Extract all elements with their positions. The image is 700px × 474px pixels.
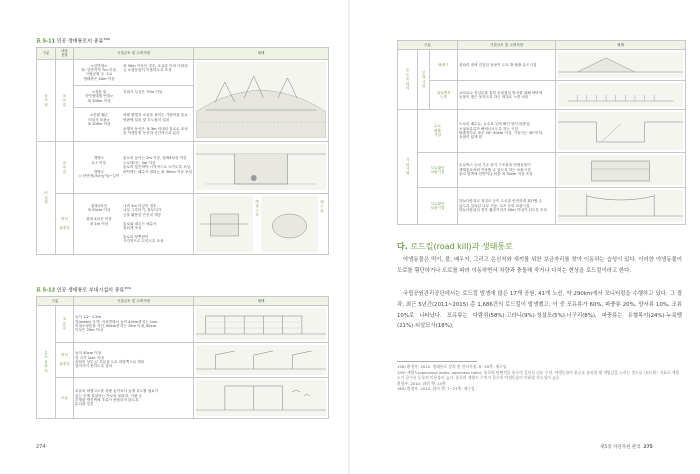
table3-row-escape: 탈출구 [430, 50, 458, 81]
table1-tunnel-illustration [194, 141, 329, 193]
table-cell: <경관 및 지역생태계 연결> 폭 100m 이상 지피식 토심은 70m 이상 [74, 85, 194, 107]
table2-sub-bird: 조류 [56, 378, 74, 419]
table3-row-crossing-2: 도로횡단 보완시설 [418, 188, 458, 225]
table2-sub-mammal: 포 유 류 [56, 306, 74, 343]
table2-caption: 표 5-12 인공 생태통로 부대시설의 종류$^{159)}$ [36, 286, 132, 294]
page-number-right: 275 [643, 445, 653, 450]
table1-culvert-illustration [194, 193, 329, 254]
section-paragraph-1: 야생동물은 먹이, 물, 배우자, 그리고 은신처와 새끼를 위한 보금자리를 찾아 이동하는 습성이 있다. 이러한 야생동물이 도로를 횡단하거나 도로를 따라 이동하면서 차량과 충돌해 죽거나 다치는 현상을 로드킬이라고 한다. [397, 257, 682, 274]
table3-header-form: 형태 [556, 41, 686, 50]
table1-header-animal: 대상 동물 [56, 48, 74, 60]
table3-sub-facility: 부 대 시 설 [418, 50, 430, 110]
table-cell: 울타리 내에 진입한 동물이 도로 밖 탈출 유도시설 [458, 50, 556, 81]
footnote-159b: 환경부. 2010. 위의 책. 14쪽. [397, 380, 447, 386]
table-cell: 도로의 배수로, 농수로 등에 빠진 양서·파충류, 소형포유류가 빠져나오도록 하는 시설 탈출경사로 폭은 20~30cm 이상, 기울기는 30°이하, 요철이 있게 함 [458, 110, 556, 153]
table2-header-notes: 시설규모 및 고려사항 [74, 297, 194, 306]
table-cell: 높이 40cm 이상 망 크기 1cm 이내 울타리 상부 끝 부분을 도로 바깥쪽으로 꺾어 넘어가지 못하도록 설치 [74, 343, 194, 378]
table2-fence-amphibian-illustration [194, 343, 329, 378]
table2-header-form: 형태 [194, 297, 329, 306]
table3-row-antientry: 침입방지 노면 [430, 81, 458, 110]
table2-sub-amphibian: 양서 파충류 [56, 343, 74, 378]
table-cell: 개방도 0.7 이상 개방도 = 단면적(폭×높이)÷길이 통로의 높이는 2m 이상, 평택4차선 이상 도로에서는 3m 이상 통로의 덮은바닥 시각적으로 트이도록 조성 바닥에는 배수가 잘되는 흙 30cm 이상 포설 [74, 141, 194, 193]
table1-group-tunnel: 터 널 형 [37, 141, 56, 254]
table3-header-category: 구분 [398, 41, 458, 50]
table2-fence-bird-illustration [194, 378, 329, 419]
table-cell: <산림 훼손 터널식 보완> 폭 100m 이상 차량 불빛과 소음을 줄이는 가림막을 통로 양편에 설치 및 부도불리 설치 보행자 동선은 폭 3m 이내의 통로로 조성 및 야생동물 동선과 공간적으로 분리 [74, 107, 194, 141]
table3-crossing1-illustration [556, 153, 686, 188]
table-cell: <일반형> 폭: 일반지역 7m 이상, 국립공원 등 주요 생태축은 30m 이상 폭 30m 이상인 경우, 포유류 이외 다람쥐 등 소형동물이 이용하도록 조성 [74, 59, 194, 85]
table3-group-other: 기 타 시 설 [398, 110, 418, 225]
footnote-159: 159) 개방도(openness index, openness ratio): 통로의 단면적을 통로의 길이로 나눈 수치. 야생동물이 통로를 통과할 때 개방감을 느끼는 정도를 나타내는 지표로 개방도가 클수록 동물의 이용률이 높다. 통로의 개방도 수치가 클수록 야생동물이 이용할 가능성이 높음 [397, 369, 680, 380]
table1 [36, 47, 329, 255]
section-heading: 다. 로드킬(road kill)과 생태통로 [397, 242, 513, 251]
table1-animal-mammal-tunnel: 포 유 류 [56, 141, 74, 193]
table1-animal-amphibian: 양서 파충류 [56, 193, 74, 254]
table1-sub-pipe: 배 수 관 [320, 199, 324, 213]
table-cell: 조류의 비행고도를 차량 높이보다 높게 유도할 필요가 있는 곳에 설치하는 가로막 울타리, 가림 등 투명판 방음벽에 조류가 충돌하지 않도록 무늬를 넣음 [74, 378, 194, 419]
table1-header-category: 구분 [37, 48, 56, 60]
table1-overpass-illustration [194, 59, 329, 141]
table-cell: 하늘다람쥐나 청설모 등이 도로를 안전하게 횡단할 수 있도록 설치된 나무 기둥, 로프 등의 보완시설 하늘다람쥐의 경우 활강거리가 20m 이내가 되도록 조성 [458, 188, 556, 225]
table3-header-notes: 시설규모 및 고려사항 [458, 41, 556, 50]
table-cell: 왕복2차선 폭 50cm 이상 왕복 4차선 이상 폭 1m 이상 너비 2m 이상인 경우 나무 그루터기, 돌무더기 등을 활용한 은신처 제공 통로와 내부는 배수가 잘되게 조성 통로의 양쪽편이 시각적으로 트이도록 조성 [74, 193, 194, 254]
running-footer [600, 444, 653, 450]
footnote-158: 158) 환경부. 2010. 생태통로 설치 및 관리지침. 6~20쪽. 재구성. [397, 364, 508, 369]
table2-header-category: 구분 [37, 297, 74, 306]
table2-group-guide-fence: 유 도 울 타 리 [37, 306, 56, 419]
table3-ditch-illustration [556, 110, 686, 153]
table1-header-form: 형태 [194, 48, 329, 60]
table-cell: 교차로나 진입로를 통한 동물침입 방지를 위해 바닥에 동물이 접근 못하도록 하는 재질로 노면 처리 [458, 81, 556, 110]
footnote-160: 160) 환경부. 2010. 위의 책. 7~21쪽. 재구성. [397, 386, 476, 391]
table1-animal-mammal: 포 유 류 [56, 59, 74, 141]
table1-sub-wall: 벽 형 구 조 [255, 199, 259, 218]
table3-row-crossing-1: 도로횡단 보완시설 [418, 153, 458, 188]
table2 [36, 296, 329, 419]
table1-header-notes: 시설규모 및 고려사항 [74, 48, 194, 60]
page-number-left: 274 [36, 444, 46, 450]
table3-row-ditch-escape: 수로 탈출 시설 [418, 110, 458, 153]
table3-antientry-illustration [556, 81, 686, 110]
table2-fence-mammal-illustration [194, 306, 329, 343]
table-cell: 수로박스 등의 기존 암거 구조물을 야생동물이 생태통로처럼 이용할 수 있도록 하는 보완시설 둘로 양쪽에 선반이나 턱을 폭 30cm 이상 조성 [458, 153, 556, 188]
footnote-rule [397, 361, 477, 362]
table3-escape-illustration [556, 50, 686, 81]
table3-crossing2-illustration [556, 188, 686, 225]
table-cell: 높이 1.2~1.5m 망(mesh) 규격: 지표면에서 높이 40cm까지는 1cm 이내소형동물 지킨, 80cm까지는 10m 이내, 80cm 이상은 20m 이내 [74, 306, 194, 343]
section-paragraph-2: 국립공원관리공단에서는 로드킬 발생에 많은 17개 공원, 41개 노선, 약 290km에서 모니터링을 수행하고 있다. 그 결과, 최근 5년간(2011~2015) 총 1,686건의 로드킬이 발생했고, 이 중 포유류가 60%, 파충류 20%, 양서류 10%, 조류 10%로 나타났다. 포유류는 다람쥐(58%)·고라니(9%)·청설모(5%)·너구리(8%), 파충류는 유혈목이(24%)·누룩뱀(21%)·쇠살모사(18%), [397, 291, 682, 330]
right-page [350, 0, 700, 474]
table3-group-guide-fence: 유 도 울 타 리 [398, 50, 418, 110]
chapter-title: 제5장 자연자원 관리 [600, 445, 641, 450]
table1-group-overpass: 육 교 형 [37, 59, 56, 141]
footnotes [397, 364, 682, 392]
table1-caption: 표 5-11 인공 생태통로의 종류$^{158)}$ [36, 37, 111, 45]
table3 [397, 40, 686, 225]
